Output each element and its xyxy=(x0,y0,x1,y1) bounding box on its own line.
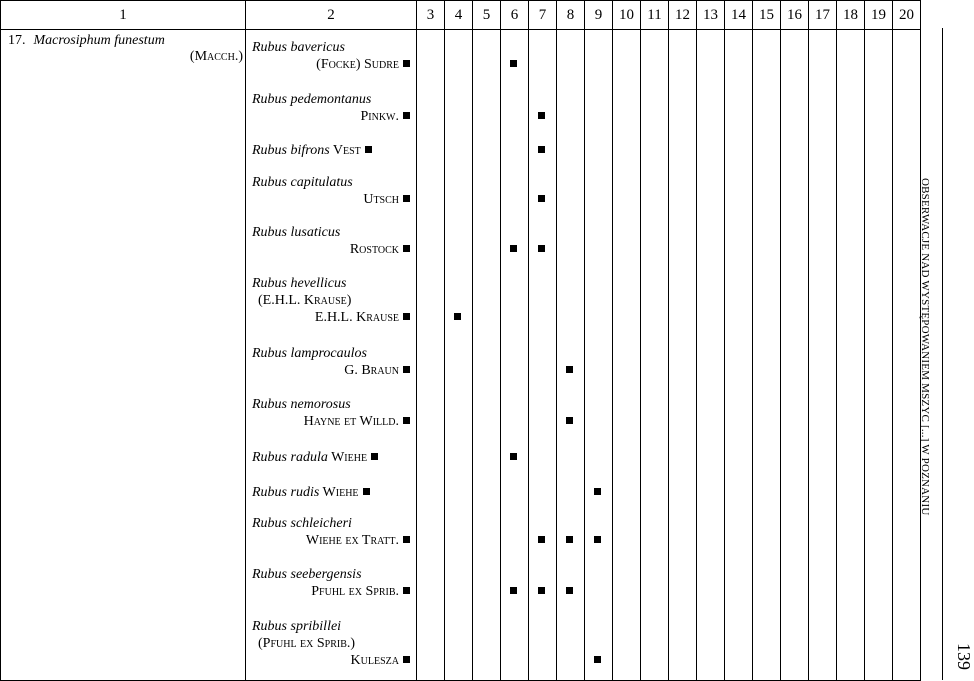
occurrence-marker-col-7 xyxy=(538,245,545,252)
column-header: 8 xyxy=(557,1,585,30)
column-header: 6 xyxy=(501,1,529,30)
host-plant-name: Rubus schleicheri xyxy=(252,516,352,531)
host-plant-author: Wiehe xyxy=(327,450,368,465)
column-cell-7 xyxy=(529,30,557,681)
column-header: 19 xyxy=(865,1,893,30)
column-header: 10 xyxy=(613,1,641,30)
square-marker-icon xyxy=(403,313,410,320)
host-plant-name: Rubus nemorosus xyxy=(252,397,351,412)
host-plant-name: Rubus capitulatus xyxy=(252,175,353,190)
occurrence-marker-col-9 xyxy=(594,536,601,543)
column-cell-17 xyxy=(809,30,837,681)
column-cell-12 xyxy=(669,30,697,681)
entry-number: 17. xyxy=(8,33,26,48)
occurrence-marker-col-9 xyxy=(594,488,601,495)
host-plant-item xyxy=(252,39,410,73)
column-header: 16 xyxy=(781,1,809,30)
host-plant-author: Rostock xyxy=(252,241,410,258)
page-number: 139 xyxy=(954,643,974,670)
square-marker-icon xyxy=(403,587,410,594)
occurrence-marker-col-8 xyxy=(566,366,573,373)
occurrence-marker-col-6 xyxy=(510,587,517,594)
occurrence-marker-col-6 xyxy=(510,453,517,460)
host-plant-item xyxy=(252,224,410,258)
host-plant-item xyxy=(252,275,410,326)
running-header-rule xyxy=(942,28,943,680)
host-plant-author: Hayne et Willd. xyxy=(252,413,410,430)
column-cell-19 xyxy=(865,30,893,681)
column-header: 18 xyxy=(837,1,865,30)
square-marker-icon xyxy=(371,453,378,460)
host-plant-name: Rubus bavericus xyxy=(252,40,345,55)
column-cell-3 xyxy=(417,30,445,681)
host-plant-item xyxy=(252,566,410,600)
column-header: 20 xyxy=(893,1,921,30)
occurrence-marker-col-8 xyxy=(566,587,573,594)
column-header: 2 xyxy=(246,1,417,30)
column-cell-4 xyxy=(445,30,473,681)
column-header: 3 xyxy=(417,1,445,30)
square-marker-icon xyxy=(403,417,410,424)
occurrence-marker-col-7 xyxy=(538,112,545,119)
host-plant-item xyxy=(252,91,410,125)
host-plant-author-original: (E.H.L. Krause) xyxy=(258,293,352,308)
table-row xyxy=(1,30,921,681)
running-header-text: OBSERWACJE NAD WYSTĘPOWANIEM MSZYC [...] W POZNANIU xyxy=(919,178,931,516)
occurrence-marker-col-7 xyxy=(538,536,545,543)
column-header: 12 xyxy=(669,1,697,30)
square-marker-icon xyxy=(365,146,372,153)
square-marker-icon xyxy=(403,245,410,252)
running-header xyxy=(919,28,974,680)
host-plant-author: Utsch xyxy=(252,191,410,208)
host-plant-author: G. Braun xyxy=(252,362,410,379)
host-plant-author: (Focke) Sudre xyxy=(252,56,410,73)
host-plant-author: Pfuhl ex Sprib. xyxy=(252,583,410,600)
host-plant-name: Rubus hevellicus xyxy=(252,276,347,291)
column-cell-16 xyxy=(781,30,809,681)
host-plant-item xyxy=(252,484,410,501)
occurrence-marker-col-6 xyxy=(510,60,517,67)
host-plant-name: Rubus bifrons xyxy=(252,143,330,158)
occurrence-marker-col-7 xyxy=(538,195,545,202)
host-plant-item xyxy=(252,396,410,430)
occurrence-marker-col-8 xyxy=(566,536,573,543)
host-plant-author: Wiehe ex Tratt. xyxy=(252,532,410,549)
square-marker-icon xyxy=(403,195,410,202)
column-cell-6 xyxy=(501,30,529,681)
host-plant-item xyxy=(252,618,410,669)
host-plant-list xyxy=(246,30,416,680)
aphid-author-open: ( xyxy=(189,49,195,64)
aphid-species-name: Macrosiphum funestum xyxy=(33,33,165,48)
square-marker-icon xyxy=(403,60,410,67)
column-header: 15 xyxy=(753,1,781,30)
column-header: 17 xyxy=(809,1,837,30)
occurrence-marker-col-6 xyxy=(510,245,517,252)
column-header: 4 xyxy=(445,1,473,30)
column-header: 7 xyxy=(529,1,557,30)
column-cell-11 xyxy=(641,30,669,681)
host-plant-author: Vest xyxy=(329,143,361,158)
host-plant-name: Rubus spribillei xyxy=(252,619,342,634)
column-cell-20 xyxy=(893,30,921,681)
aphid-species-cell xyxy=(1,30,246,681)
host-plant-name: Rubus lamprocaulos xyxy=(252,346,367,361)
column-cell-8 xyxy=(557,30,585,681)
host-plant-name: Rubus pedemontanus xyxy=(252,92,372,107)
column-header: 11 xyxy=(641,1,669,30)
square-marker-icon xyxy=(363,488,370,495)
host-plant-item xyxy=(252,142,410,159)
host-plant-item xyxy=(252,345,410,379)
occurrence-marker-col-8 xyxy=(566,417,573,424)
header-row xyxy=(1,1,921,30)
square-marker-icon xyxy=(403,656,410,663)
square-marker-icon xyxy=(403,536,410,543)
host-plant-name: Rubus lusaticus xyxy=(252,225,341,240)
column-cell-14 xyxy=(725,30,753,681)
host-plant-author: Wiehe xyxy=(319,485,359,500)
host-plant-author: E.H.L. Krause xyxy=(252,309,410,326)
occurrence-marker-col-7 xyxy=(538,587,545,594)
column-cell-15 xyxy=(753,30,781,681)
square-marker-icon xyxy=(403,366,410,373)
column-header: 1 xyxy=(1,1,246,30)
column-cell-9 xyxy=(585,30,613,681)
column-header: 5 xyxy=(473,1,501,30)
host-plant-item xyxy=(252,515,410,549)
column-header: 14 xyxy=(725,1,753,30)
square-marker-icon xyxy=(403,112,410,119)
column-header: 13 xyxy=(697,1,725,30)
column-cell-13 xyxy=(697,30,725,681)
host-plant-author: Kulesza xyxy=(252,652,410,669)
host-plant-author-original: (Pfuhl ex Sprib.) xyxy=(258,636,356,651)
column-cell-5 xyxy=(473,30,501,681)
occurrence-marker-col-4 xyxy=(454,313,461,320)
occurrence-marker-col-9 xyxy=(594,656,601,663)
column-header: 9 xyxy=(585,1,613,30)
host-plant-item xyxy=(252,449,410,466)
column-cell-18 xyxy=(837,30,865,681)
aphid-author: Macch.) xyxy=(194,49,243,64)
column-cell-10 xyxy=(613,30,641,681)
host-plant-item xyxy=(252,174,410,208)
host-plant-author: Pinkw. xyxy=(252,108,410,125)
host-plant-name: Rubus rudis xyxy=(252,485,320,500)
occurrence-marker-col-7 xyxy=(538,146,545,153)
host-plant-name: Rubus radula xyxy=(252,450,328,465)
host-plant-cell xyxy=(246,30,417,681)
host-plant-name: Rubus seebergensis xyxy=(252,567,362,582)
